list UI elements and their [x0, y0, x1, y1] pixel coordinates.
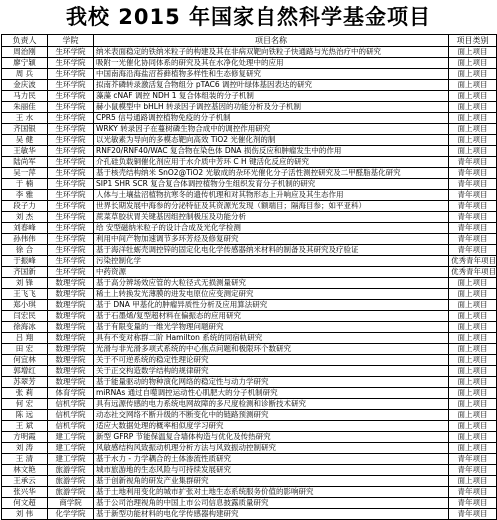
cell-category: 青年项目	[449, 157, 497, 168]
cell-category: 面上项目	[449, 289, 497, 300]
cell-name: 周 兵	[2, 69, 48, 80]
cell-name: 于 楠	[2, 179, 48, 190]
cell-category: 面上项目	[449, 476, 497, 487]
cell-name: 齐国新	[2, 267, 48, 278]
cell-category: 面上项目	[449, 366, 497, 377]
cell-name: 徐海冰	[2, 322, 48, 333]
cell-college: 生环学院	[48, 124, 94, 135]
cell-name: 王 清	[2, 454, 48, 465]
cell-college: 信机学院	[48, 421, 94, 432]
table-row	[2, 190, 497, 201]
cell-name: 闫宏民	[2, 311, 48, 322]
cell-college: 生环学院	[48, 179, 94, 190]
table-row	[2, 69, 497, 80]
cell-project: 基于高分辨场效应管的大粒径式无损测量研究	[94, 278, 449, 289]
cell-project: 具有不变对称群二阶 Hamilton 系统的同宿轨研究	[94, 333, 449, 344]
cell-project: 人体与土壤盐沼植物抗寒冬的遗传机理和对其物形态上升响应及其生态作用	[94, 190, 449, 201]
header-name: 负责人	[2, 35, 48, 47]
cell-college: 体育学院	[48, 388, 94, 399]
table-row	[2, 289, 497, 300]
cell-college: 生环学院	[48, 168, 94, 179]
table-row	[2, 267, 497, 278]
cell-college: 旅游学院	[48, 487, 94, 498]
cell-name: 吴 健	[2, 135, 48, 146]
table-row	[2, 91, 497, 102]
cell-college: 化学学院	[48, 509, 94, 520]
cell-college: 数理学院	[48, 333, 94, 344]
cell-project: 蔗菜草胶状胃关键基因组控制极压及功能分析	[94, 212, 449, 223]
cell-project: 新型 GFRP 节能保温复合墙体构造与优化及传热研究	[94, 432, 449, 443]
cell-category: 青年项目	[449, 245, 497, 256]
cell-category: 面上项目	[449, 410, 497, 421]
cell-category: 面上项目	[449, 124, 497, 135]
cell-college: 建工学院	[48, 432, 94, 443]
cell-college: 数理学院	[48, 322, 94, 333]
table-row	[2, 58, 497, 69]
cell-category: 面上项目	[449, 102, 497, 113]
cell-project: 赫小鼠模型中 bHLH 转录因子调控基因的功能分析及分子机制	[94, 102, 449, 113]
table-row	[2, 399, 497, 410]
cell-category: 面上项目	[449, 135, 497, 146]
cell-category: 青年项目	[449, 190, 497, 201]
cell-college: 信机学院	[48, 399, 94, 410]
cell-college: 数理学院	[48, 366, 94, 377]
table-row	[2, 168, 497, 179]
cell-name: 刘 涛	[2, 443, 48, 454]
cell-name: 王承云	[2, 476, 48, 487]
cell-name: 徐 合	[2, 245, 48, 256]
table-row	[2, 344, 497, 355]
cell-project: 动态社交网络不断升级的不断变化中的链路预测研究	[94, 410, 449, 421]
table-row	[2, 179, 497, 190]
table-row	[2, 487, 497, 498]
table-row	[2, 102, 497, 113]
cell-category: 面上项目	[449, 432, 497, 443]
cell-college: 生环学院	[48, 256, 94, 267]
cell-category: 面上项目	[449, 300, 497, 311]
cell-project: 介孔硅负载铜催化剂应用于水介质中芳环 C H 键活化反应的研究	[94, 157, 449, 168]
cell-college: 生环学院	[48, 212, 94, 223]
cell-name: 何宜林	[2, 355, 48, 366]
cell-project: 给 安型磁纳米粒子的设计合成及光化学检测	[94, 223, 449, 234]
table-row	[2, 223, 497, 234]
cell-name: 刘 杰	[2, 212, 48, 223]
projects-table	[1, 34, 497, 520]
table-body	[2, 47, 497, 520]
cell-project: 基于 DNA 甲基化的肿瘤异质性分析及应用算法研究	[94, 300, 449, 311]
cell-category: 青年项目	[449, 498, 497, 509]
cell-project: 中国南海沿海盐沼苔藓植物多样性和生态修复研究	[94, 69, 449, 80]
cell-project: 基于核壳结构纳米 SnO2@TiO2 光敏成的杂环光催化分子活性测控研究及二甲醛脂基化研究	[94, 168, 449, 179]
cell-project: RNF20/RNF40/WAC 复合物在染色体 DNA 损伤反应和肿瘤发生中的作用	[94, 146, 449, 157]
cell-name: 陈 远	[2, 410, 48, 421]
cell-category: 青年项目	[449, 168, 497, 179]
cell-name: 田 宏	[2, 344, 48, 355]
cell-category: 面上项目	[449, 58, 497, 69]
cell-college: 生环学院	[48, 245, 94, 256]
cell-category: 面上项目	[449, 311, 497, 322]
cell-project: SIP1 SHR SCR 复合复合体调控植物分生组织发育分子机制的研究	[94, 179, 449, 190]
cell-project: 拟南芥磷转录激活复合物组分 pTAC6 调控叶绿体基因表达的研究	[94, 80, 449, 91]
cell-category: 青年项目	[449, 223, 497, 234]
cell-college: 建工学院	[48, 454, 94, 465]
cell-project: 利用中间产物加速调节多环芳烃及修复研究	[94, 234, 449, 245]
cell-category: 面上项目	[449, 421, 497, 432]
cell-project: 吸附一光催化协同体系的研究及其在水净化处理中的应用	[94, 58, 449, 69]
cell-project: 光滑与非光滑多项式系统的中心焦点问题和极限环个数研究	[94, 344, 449, 355]
cell-project: miRNAs 通过自噬调控运动性心肌肥大的分子机制研究	[94, 388, 449, 399]
cell-project: 基于水力 - 力学耦合的土体渗流性质研究	[94, 454, 449, 465]
cell-project: 中药资源	[94, 267, 449, 278]
table-row	[2, 322, 497, 333]
cell-college: 生环学院	[48, 47, 94, 58]
cell-name: 张 莉	[2, 388, 48, 399]
cell-project: 以光敏素为导向的多模态靶向高效 TiO2 光催化剂的制	[94, 135, 449, 146]
table-row	[2, 201, 497, 212]
cell-name: 段子力	[2, 201, 48, 212]
cell-name: 苏翠芳	[2, 377, 48, 388]
cell-category: 青年项目	[449, 234, 497, 245]
table-row	[2, 47, 497, 58]
cell-college: 生环学院	[48, 102, 94, 113]
cell-category: 青年项目	[449, 201, 497, 212]
table-row	[2, 245, 497, 256]
cell-college: 生环学院	[48, 113, 94, 124]
cell-category: 青年项目	[449, 179, 497, 190]
cell-college: 旅游学院	[48, 465, 94, 476]
table-row	[2, 410, 497, 421]
table-row	[2, 355, 497, 366]
table-row	[2, 509, 497, 520]
cell-name: 朱丽佳	[2, 102, 48, 113]
cell-category: 青年项目	[449, 465, 497, 476]
table-row	[2, 311, 497, 322]
cell-category: 面上项目	[449, 146, 497, 157]
cell-category: 面上项目	[449, 322, 497, 333]
table-row	[2, 113, 497, 124]
cell-name: 郭增红	[2, 366, 48, 377]
table-row	[2, 366, 497, 377]
cell-project: 具有远源传感的电力系统电网故障的多尺度检测和诊断技术研究	[94, 399, 449, 410]
cell-category: 优秀青年项目	[449, 267, 497, 278]
cell-project: 基于创新视角的研发产业集群研究	[94, 476, 449, 487]
cell-name: 马力民	[2, 91, 48, 102]
cell-project: 关于正交构造数学结构的规律研究	[94, 366, 449, 377]
cell-college: 数理学院	[48, 278, 94, 289]
cell-college: 数理学院	[48, 344, 94, 355]
cell-project: 城市旅游地的生态风险与可持续发展研究	[94, 465, 449, 476]
cell-college: 数理学院	[48, 300, 94, 311]
cell-category: 青年项目	[449, 454, 497, 465]
cell-college: 生环学院	[48, 146, 94, 157]
cell-college: 生环学院	[48, 69, 94, 80]
table-row	[2, 135, 497, 146]
cell-project: 基于新型功能材料的电化学传感器构建研究	[94, 509, 449, 520]
cell-project: 世界长期发展中海参的分泌特征及其资源光发现（额端目；隔海目参；如平亚科）	[94, 201, 449, 212]
cell-category: 青年项目	[449, 487, 497, 498]
cell-name: 周治刚	[2, 47, 48, 58]
cell-project: 基于土地利用变化的城市扩张对土地生态系统服务价值的影响研究	[94, 487, 449, 498]
cell-name: 廖宁颖	[2, 58, 48, 69]
cell-college: 生环学院	[48, 234, 94, 245]
table-row	[2, 256, 497, 267]
cell-college: 生环学院	[48, 190, 94, 201]
cell-project: 风敏感结构风致振动机理分析方法与风致振动控制研究	[94, 443, 449, 454]
table-row	[2, 333, 497, 344]
cell-category: 面上项目	[449, 47, 497, 58]
cell-project: 关于不可逆系统的稳定性理论研究	[94, 355, 449, 366]
table-header-row	[2, 35, 497, 47]
cell-college: 生环学院	[48, 80, 94, 91]
cell-name: 于振峰	[2, 256, 48, 267]
cell-project: 基于石墨烯/复型超材料在偏振态的应用研究	[94, 311, 449, 322]
cell-name: 吕 翔	[2, 333, 48, 344]
cell-name: 吴一萍	[2, 168, 48, 179]
cell-college: 生环学院	[48, 223, 94, 234]
cell-name: 齐国银	[2, 124, 48, 135]
cell-project: 适应大数据处理的概率相似度学习研究	[94, 421, 449, 432]
cell-college: 生环学院	[48, 91, 94, 102]
cell-category: 面上项目	[449, 91, 497, 102]
cell-name: 王敏华	[2, 146, 48, 157]
table-row	[2, 454, 497, 465]
cell-college: 信机学院	[48, 410, 94, 421]
cell-name: 郑小琪	[2, 300, 48, 311]
table-row	[2, 432, 497, 443]
table-row	[2, 476, 497, 487]
table-row	[2, 146, 497, 157]
cell-college: 商学院	[48, 498, 94, 509]
cell-name: 刘 锋	[2, 278, 48, 289]
cell-project: 基于有限变量的一维光学物理问题研究	[94, 322, 449, 333]
table-row	[2, 80, 497, 91]
cell-name: 王 水	[2, 113, 48, 124]
cell-category: 面上项目	[449, 80, 497, 91]
cell-name: 林文艳	[2, 465, 48, 476]
cell-name: 陆尚军	[2, 157, 48, 168]
cell-college: 生环学院	[48, 157, 94, 168]
cell-project: 基于能量驱动的物种演化网络的稳定性与动力学研究	[94, 377, 449, 388]
cell-category: 面上项目	[449, 377, 497, 388]
cell-name: 张兴华	[2, 487, 48, 498]
cell-name: 刘 伟	[2, 509, 48, 520]
cell-college: 建工学院	[48, 443, 94, 454]
cell-college: 数理学院	[48, 377, 94, 388]
cell-college: 数理学院	[48, 289, 94, 300]
cell-name: 孙伟伟	[2, 234, 48, 245]
table-row	[2, 212, 497, 223]
cell-college: 旅游学院	[48, 476, 94, 487]
cell-name: 金庆波	[2, 80, 48, 91]
cell-category: 青年项目	[449, 509, 497, 520]
table-row	[2, 421, 497, 432]
cell-name: 李 雅	[2, 190, 48, 201]
cell-project: 稀土上转换发光薄膜的进发电原位应变测定研究	[94, 289, 449, 300]
cell-name: 刘春峰	[2, 223, 48, 234]
document-title: 我校 2015 年国家自然科学基金项目	[65, 5, 432, 29]
table-row	[2, 465, 497, 476]
cell-name: 方明霞	[2, 432, 48, 443]
cell-project: 纳米表面稳定的铁纳米粒子的构建及其在非病双靶向铁粒子快通路与光热治疗中的研究	[94, 47, 449, 58]
cell-category: 面上项目	[449, 113, 497, 124]
cell-category: 面上项目	[449, 333, 497, 344]
header-college: 学院	[48, 35, 94, 47]
table-row	[2, 234, 497, 245]
cell-project: WRKY 转录因子在蔓树磷生物合成中的调控作用研究	[94, 124, 449, 135]
cell-category: 青年项目	[449, 212, 497, 223]
table-row	[2, 300, 497, 311]
cell-college: 生环学院	[48, 267, 94, 278]
cell-college: 生环学院	[48, 135, 94, 146]
cell-college: 数理学院	[48, 311, 94, 322]
cell-project: 基于公司治理视角的中国上市公司信息披露质量研究	[94, 498, 449, 509]
cell-category: 面上项目	[449, 443, 497, 454]
cell-category: 面上项目	[449, 355, 497, 366]
cell-project: 基于海洋牡蛎壳调控锌的固定化电化学传感器纳米材料的制备及其研究及疗验证	[94, 245, 449, 256]
cell-project: 污染控制化学	[94, 256, 449, 267]
table-row	[2, 278, 497, 289]
cell-college: 数理学院	[48, 355, 94, 366]
cell-category: 面上项目	[449, 344, 497, 355]
header-category: 项目类别	[449, 35, 497, 47]
cell-category: 面上项目	[449, 388, 497, 399]
table-row	[2, 388, 497, 399]
cell-project: 藻藻 cNAF 调控 NDH 1 复合体组装的分子机制	[94, 91, 449, 102]
table-row	[2, 124, 497, 135]
cell-name: 何文超	[2, 498, 48, 509]
table-row	[2, 443, 497, 454]
cell-project: CPR5 信号通路调控植物免疫的分子机制	[94, 113, 449, 124]
table-row	[2, 157, 497, 168]
cell-name: 王飞飞	[2, 289, 48, 300]
cell-category: 优秀青年项目	[449, 256, 497, 267]
table-row	[2, 377, 497, 388]
cell-category: 面上项目	[449, 399, 497, 410]
cell-category: 面上项目	[449, 278, 497, 289]
cell-college: 生环学院	[48, 201, 94, 212]
cell-name: 王 斌	[2, 421, 48, 432]
cell-college: 生环学院	[48, 58, 94, 69]
cell-category: 面上项目	[449, 69, 497, 80]
cell-name: 何 宏	[2, 399, 48, 410]
table-row	[2, 498, 497, 509]
header-project: 项目名称	[94, 35, 449, 47]
